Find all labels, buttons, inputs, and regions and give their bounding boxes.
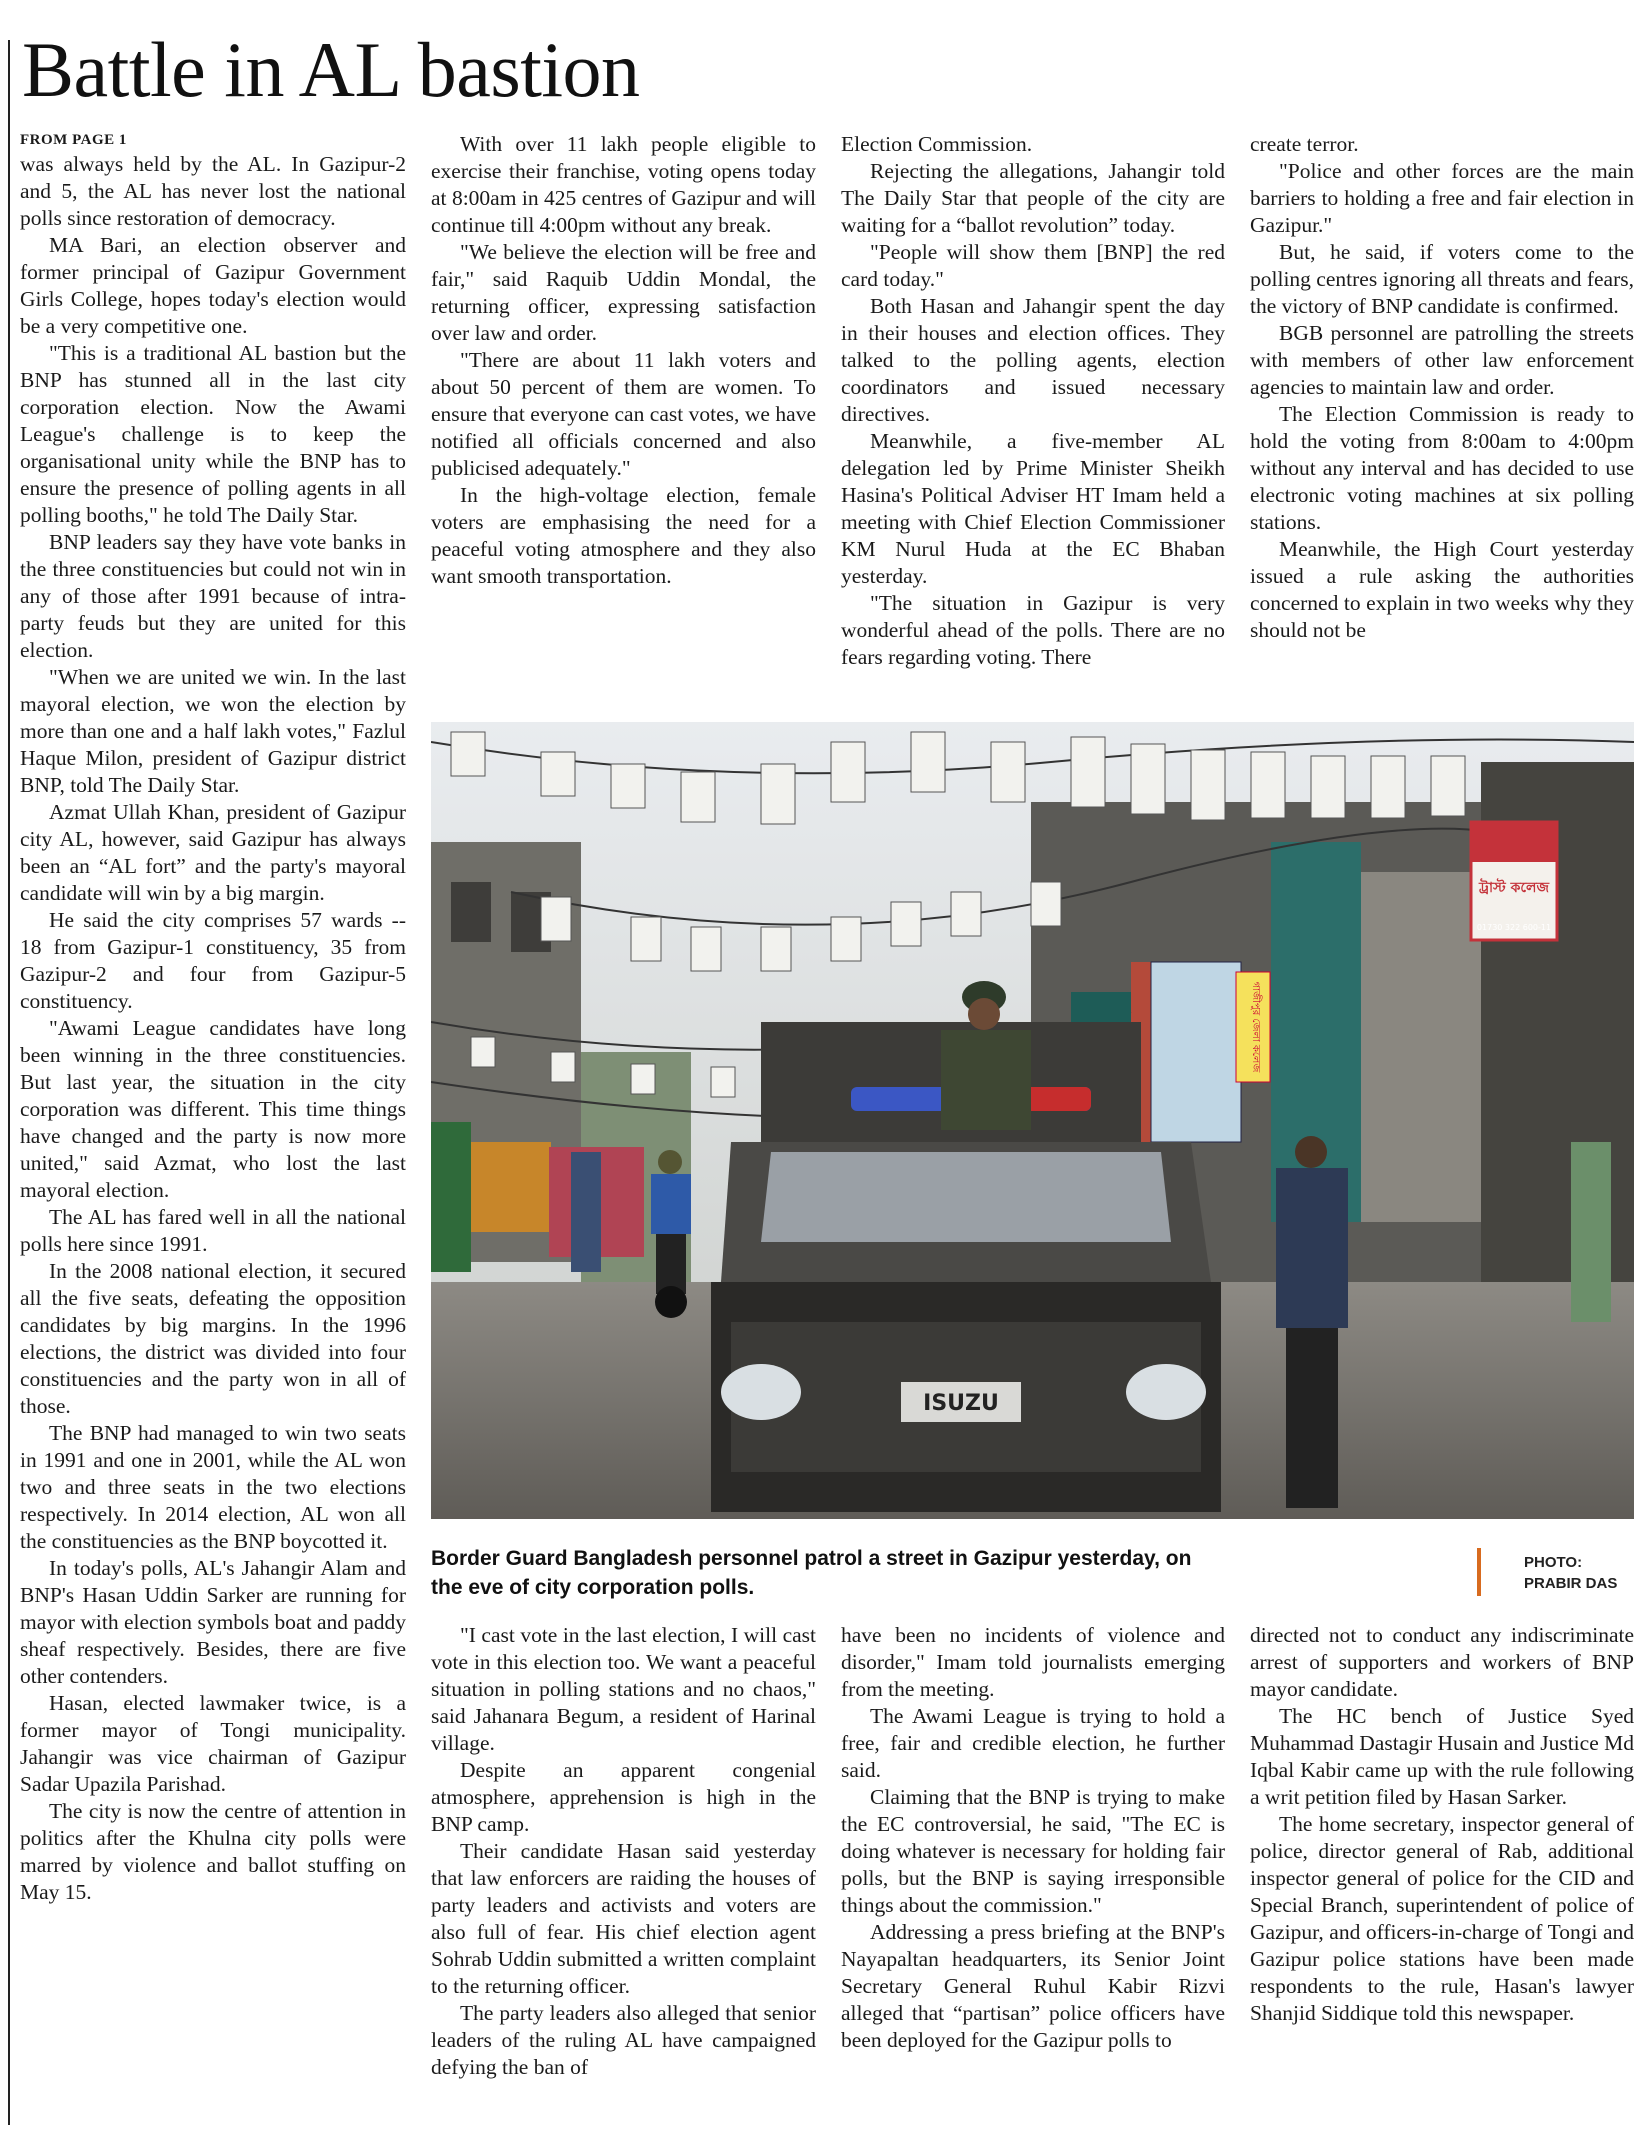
paragraph: Rejecting the allegations, Jahangir told The Daily Star that people of the city are waiting for a “ballot revolution” today. (841, 159, 1225, 237)
article-column-3-bottom (841, 1622, 1225, 2127)
paragraph: "This is a traditional AL bastion but the BNP has stunned all in the last city corporation election. Now the Awami League's challenge is to keep the organisational unity while the BNP has to ensure the presence of polling agents in all polling booths," he told The Daily Star. (20, 341, 406, 527)
paragraph: The HC bench of Justice Syed Muhammad Dastagir Husain and Justice Md Iqbal Kabir came up with the rule following a writ petition filed by Hasan Sarker. (1250, 1704, 1634, 1809)
paragraph: "When we are united we win. In the last mayoral election, we won the election by more than one and a half lakh votes," Fazlul Haque Milon, president of Gazipur district BNP, told The Daily Star. (20, 665, 406, 797)
paragraph: Meanwhile, a five-member AL delegation led by Prime Minister Sheikh Hasina's Political Adviser HT Imam held a meeting with Chief Election Commissioner KM Nurul Huda at the EC Bhaban yesterday. (841, 429, 1225, 588)
paragraph: But, he said, if voters come to the polling centres ignoring all threats and fears, the victory of BNP candidate is confirmed. (1250, 240, 1634, 318)
paragraph: The Election Commission is ready to hold the voting from 8:00am to 4:00pm without any interval and has decided to use electronic voting machines at six polling stations. (1250, 402, 1634, 534)
paragraph: "The situation in Gazipur is very wonderful ahead of the polls. There are no fears regarding voting. There (841, 591, 1225, 669)
paragraph: BGB personnel are patrolling the streets with members of other law enforcement agencies to maintain law and order. (1250, 321, 1634, 399)
college-banner (1471, 822, 1557, 940)
man-walking (1276, 1136, 1348, 1508)
woman-right (1571, 1142, 1611, 1322)
paragraph: "Police and other forces are the main barriers to holding a free and fair election in Gazipur." (1250, 159, 1634, 237)
article-column-4-bottom (1250, 1622, 1634, 2127)
motorcycle-rider (651, 1150, 691, 1318)
paragraph: MA Bari, an election observer and former principal of Gazipur Government Girls College, hopes today's election would be a very competitive one. (20, 233, 406, 338)
notice-board (1151, 962, 1241, 1142)
vehicle-badge-text: ISUZU (923, 1391, 999, 1416)
paragraph: create terror. (1250, 132, 1359, 156)
paragraph: was always held by the AL. In Gazipur-2 and 5, the AL has never lost the national polls since restoration of democracy. (20, 152, 406, 230)
street-scene-illustration (431, 722, 1634, 1519)
paragraph: He said the city comprises 57 wards -- 18 from Gazipur-1 constituency, 35 from Gazipur-2 and four from Gazipur-5 constituency. (20, 908, 406, 1013)
article-column-1 (20, 129, 406, 2129)
rickshaw (471, 1142, 551, 1232)
paragraph: The AL has fared well in all the national polls here since 1991. (20, 1205, 406, 1256)
article-column-3-top (841, 131, 1225, 691)
paragraph: Meanwhile, the High Court yesterday issued a rule asking the authorities concerned to explain in two weeks why they should not be (1250, 537, 1634, 642)
paragraph: Claiming that the BNP is trying to make the EC controversial, he said, "The EC is doing whatever is necessary for holding fair polls, but the BNP is saying irresponsible things about the commission." (841, 1785, 1225, 1917)
photo-credit (1524, 1552, 1634, 1594)
paragraph: Both Hasan and Jahangir spent the day in their houses and election offices. They talked to the polling agents, election coordinators and issued necessary directives. (841, 294, 1225, 426)
paragraph: Azmat Ullah Khan, president of Gazipur city AL, however, said Gazipur has always been an “AL fort” and the party's mayoral candidate will win by a big margin. (20, 800, 406, 905)
shop-sign-text: ট্রাস্ট কলেজ (1479, 880, 1549, 896)
district-college-sign-text: গাজীপুর জেলা কলেজ (1250, 981, 1261, 1073)
paragraph: In the high-voltage election, female voters are emphasising the need for a peaceful voting atmosphere and they also want smooth transportation. (431, 483, 816, 588)
paragraph: "Awami League candidates have long been winning in the three constituencies. But last year, the situation in the city corporation was different. This time things have changed and the party is now more united," said Azmat, who lost the last mayoral election. (20, 1016, 406, 1202)
photo-credit-name: PRABIR DAS (1524, 1575, 1618, 1592)
article-column-2-top (431, 131, 816, 691)
article-column-4-top (1250, 131, 1634, 691)
paragraph: Addressing a press briefing at the BNP's Nayapaltan headquarters, its Senior Joint Secretary General Ruhul Kabir Rizvi alleged that “partisan” police officers have been deployed for the Gazipur polls to (841, 1920, 1225, 2052)
green-auto (431, 1122, 471, 1272)
paragraph: Election Commission. (841, 132, 1033, 156)
paragraph: "We believe the election will be free and fair," said Raquib Uddin Mondal, the returning officer, expressing satisfaction over law and order. (431, 240, 816, 345)
paragraph: The Awami League is trying to hold a free, fair and credible election, he further said. (841, 1704, 1225, 1782)
jump-line: FROM PAGE 1 (20, 132, 127, 148)
paragraph: The BNP had managed to win two seats in 1991 and one in 2001, while the AL won two and three seats in the two elections respectively. In 2014 election, AL won all the constituencies as the BNP boycotted it. (20, 1421, 406, 1553)
photo-caption: Border Guard Bangladesh personnel patrol a street in Gazipur yesterday, on the eve of city corporation polls. (431, 1547, 1192, 1599)
paragraph: "There are about 11 lakh voters and about 50 percent of them are women. To ensure that everyone can cast votes, we have notified all officials concerned and also publicised adequately." (431, 348, 816, 480)
paragraph: "I cast vote in the last election, I will cast vote in this election too. We want a peaceful situation in polling stations and no chaos," said Jahanara Begum, a resident of Harinal village. (431, 1623, 816, 1755)
shop-sign-phone: 01730 322 600-11 (1476, 923, 1552, 932)
paragraph: "People will show them [BNP] the red card today." (841, 240, 1225, 291)
paragraph: Their candidate Hasan said yesterday that law enforcers are raiding the houses of party leaders and activists and voters are also full of fear. His chief election agent Sohrab Uddin submitted a written complaint to the returning officer. (431, 1839, 816, 1998)
credit-accent-bar (1477, 1548, 1481, 1596)
paragraph: BNP leaders say they have vote banks in the three constituencies but could not win in any of those after 1991 because of intra-party feuds but they are united for this election. (20, 530, 406, 662)
headline: Battle in AL bastion (22, 26, 640, 113)
article-column-2-bottom (431, 1622, 816, 2127)
paragraph: The party leaders also alleged that senior leaders of the ruling AL have campaigned defying the ban of (431, 2001, 816, 2079)
paragraph: have been no incidents of violence and disorder," Imam told journalists emerging from the meeting. (841, 1623, 1225, 1701)
paragraph: In the 2008 national election, it secured all the five seats, defeating the opposition candidates by big margins. In the 1996 elections, the district was divided into four constituencies and the party won in all of those. (20, 1259, 406, 1418)
paragraph: In today's polls, AL's Jahangir Alam and BNP's Hasan Uddin Sarker are running for mayor with election symbols boat and paddy sheaf respectively. Besides, there are five other contenders. (20, 1556, 406, 1688)
paragraph: Hasan, elected lawmaker twice, is a former mayor of Tongi municipality. Jahangir was vice chairman of Gazipur Sadar Upazila Parishad. (20, 1691, 406, 1796)
pedestrian (571, 1152, 601, 1272)
paragraph: Despite an apparent congenial atmosphere, apprehension is high in the BNP camp. (431, 1758, 816, 1836)
photo-credit-label: PHOTO: (1524, 1554, 1583, 1571)
left-column-rule (8, 40, 10, 2125)
news-photo (431, 722, 1634, 1519)
district-college-sign (1236, 972, 1270, 1082)
paragraph: The home secretary, inspector general of police, director general of Rab, additional inspector general of police for the CID and Special Branch, superintendent of police of Gazipur, and officers-in-charge of Tongi and Gazipur police stations have been made respondents to the rule, Hasan's lawyer Shanjid Siddique told this newspaper. (1250, 1812, 1634, 2025)
paragraph: directed not to conduct any indiscriminate arrest of supporters and workers of BNP mayor candidate. (1250, 1623, 1634, 1701)
paragraph: The city is now the centre of attention in politics after the Khulna city polls were marred by violence and ballot stuffing on May 15. (20, 1799, 406, 1904)
paragraph: With over 11 lakh people eligible to exercise their franchise, voting opens today at 8:00am in 425 centres of Gazipur and will continue till 4:00pm without any break. (431, 132, 816, 237)
